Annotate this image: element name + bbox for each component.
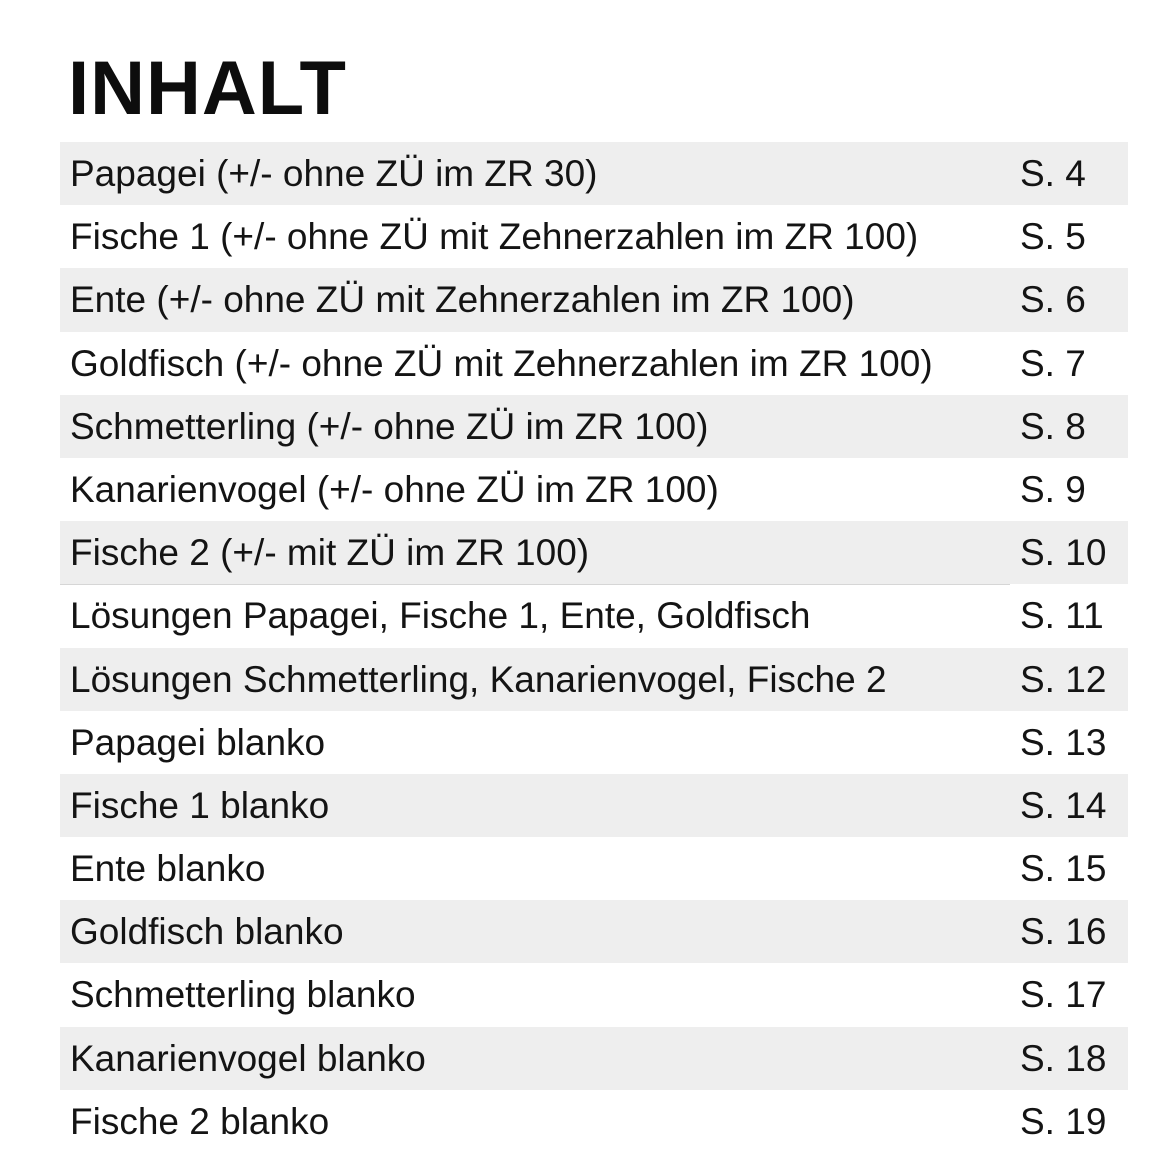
toc-entry-page: S. 17 bbox=[1020, 974, 1107, 1016]
toc-entry-page: S. 11 bbox=[1020, 595, 1104, 637]
toc-entry-label: Schmetterling blanko bbox=[70, 974, 416, 1016]
toc-entry-page: S. 9 bbox=[1020, 468, 1086, 510]
toc-entry-page: S. 6 bbox=[1020, 279, 1086, 321]
toc-entry-page: S. 14 bbox=[1020, 784, 1107, 826]
toc-row bbox=[60, 142, 1128, 205]
toc-entry-label: Schmetterling (+/- ohne ZÜ im ZR 100) bbox=[70, 405, 709, 447]
toc-entry-page: S. 16 bbox=[1020, 911, 1107, 953]
toc-entry-page: S. 15 bbox=[1020, 848, 1107, 890]
toc-entry-page: S. 8 bbox=[1020, 405, 1086, 447]
toc-entry-page: S. 5 bbox=[1020, 216, 1086, 258]
toc-list bbox=[60, 142, 1128, 1153]
toc-row bbox=[60, 900, 1128, 963]
toc-entry-page: S. 4 bbox=[1020, 153, 1086, 194]
toc-entry-label: Fische 2 blanko bbox=[70, 1100, 330, 1142]
toc-entry-label: Goldfisch blanko bbox=[70, 911, 344, 953]
toc-row bbox=[60, 395, 1128, 458]
toc-entry-page: S. 12 bbox=[1020, 658, 1107, 700]
toc-row bbox=[60, 774, 1128, 837]
toc-entry-label: Lösungen Schmetterling, Kanarienvogel, Fische 2 bbox=[70, 658, 887, 700]
toc-entry-page: S. 7 bbox=[1020, 342, 1086, 384]
toc-entry-label: Goldfisch (+/- ohne ZÜ mit Zehnerzahlen im ZR 100) bbox=[70, 342, 933, 384]
toc-row bbox=[60, 711, 1128, 774]
toc-entry-label: Ente (+/- ohne ZÜ mit Zehnerzahlen im ZR 100) bbox=[70, 279, 855, 321]
toc-row bbox=[60, 332, 1128, 395]
toc-entry-label: Fische 2 (+/- mit ZÜ im ZR 100) bbox=[70, 532, 590, 574]
toc-row bbox=[60, 837, 1128, 900]
toc-entry-label: Papagei blanko bbox=[70, 721, 326, 763]
toc-row bbox=[60, 268, 1128, 331]
toc-row bbox=[60, 205, 1128, 268]
toc-row bbox=[60, 648, 1128, 711]
toc-entry-label: Fische 1 blanko bbox=[70, 784, 330, 826]
toc-entry-label: Kanarienvogel (+/- ohne ZÜ im ZR 100) bbox=[70, 468, 719, 510]
toc-entry-label: Papagei (+/- ohne ZÜ im ZR 30) bbox=[70, 153, 598, 194]
toc-row bbox=[60, 1090, 1128, 1153]
toc-entry-page: S. 18 bbox=[1020, 1037, 1107, 1079]
toc-row bbox=[60, 458, 1128, 521]
toc-row bbox=[60, 521, 1128, 584]
toc-entry-label: Ente blanko bbox=[70, 848, 266, 890]
page-title: INHALT bbox=[68, 46, 347, 131]
toc-entry-page: S. 10 bbox=[1020, 532, 1107, 574]
toc-row bbox=[60, 963, 1128, 1026]
toc-entry-label: Kanarienvogel blanko bbox=[70, 1037, 426, 1079]
toc-row bbox=[60, 584, 1128, 647]
toc-entry-page: S. 19 bbox=[1020, 1100, 1107, 1142]
toc-entry-page: S. 13 bbox=[1020, 721, 1107, 763]
toc-entry-label: Fische 1 (+/- ohne ZÜ mit Zehnerzahlen im ZR 100) bbox=[70, 216, 919, 258]
toc-row bbox=[60, 1027, 1128, 1090]
toc-entry-label: Lösungen Papagei, Fische 1, Ente, Goldfisch bbox=[70, 595, 811, 637]
